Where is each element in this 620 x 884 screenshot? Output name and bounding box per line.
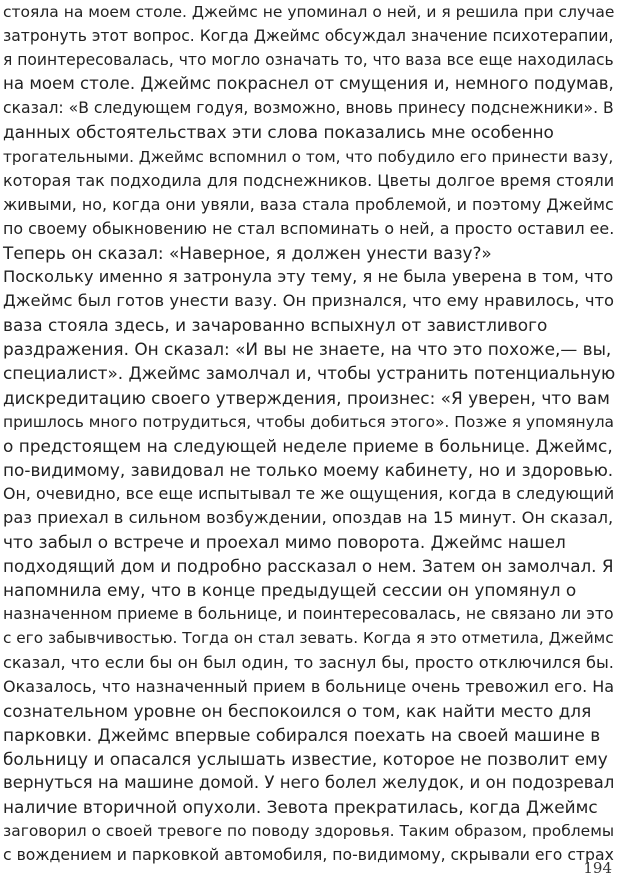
text-line: специалист». Джеймс замолчал и, чтобы устранить потенциальную: [3, 363, 616, 384]
text-line: сказал, что если бы он был один, то заснул бы, просто отключился бы.: [3, 652, 614, 672]
text-line: Теперь он сказал: «Наверное, я должен унести вазу?»: [3, 242, 492, 263]
text-line: парковки. Джеймс впервые собирался поехать на своей машине в: [3, 724, 601, 745]
text-line: напомнила ему, что в конце предыдущей сессии он упомянул о: [3, 580, 577, 601]
text-line: Оказалось, что назначенный прием в больнице очень тревожил его. На: [3, 676, 615, 696]
text-line: данных обстоятельствах эти слова показались мне особенно: [3, 122, 554, 143]
text-line: по-видимому, завидовал не только моему кабинету, но и здоровью.: [3, 459, 614, 480]
text-line: Джеймс был готов унести вазу. Он признался, что ему нравилось, что: [3, 291, 615, 311]
text-line: назначенном приеме в больнице, и поинтересовалась, не связано ли это: [3, 604, 614, 624]
text-line: наличие вторичной опухоли. Зевота прекратилась, когда Джеймс: [3, 797, 598, 818]
text-line: пришлось много потрудиться, чтобы добиться этого». Позже я упомянула: [3, 412, 615, 431]
text-line: ваза стояла здесь, и зачарованно вспыхнул от завистливого: [3, 315, 548, 336]
text-line: что забыл о встрече и проехал мимо поворота. Джеймс нашел: [3, 532, 566, 553]
text-line: сказал: «В следующем годуя, возможно, вновь принесу подснежники». В: [3, 99, 614, 118]
text-line: больницу и опасался услышать известие, которое не позволит ему: [3, 748, 608, 769]
text-line: трогательными. Джеймс вспомнил о том, что побудило его принести вазу,: [3, 147, 614, 166]
text-line: сознательном уровне он беспокоился о том, как найти место для: [3, 700, 592, 721]
text-line: затронуть этот вопрос. Когда Джеймс обсуждал значение психотерапии,: [3, 27, 614, 46]
page-number: 194: [583, 859, 612, 877]
text-line: вернуться на машине домой. У него болел желудок, и он подозревал: [3, 773, 615, 792]
body-text: [3, 0, 617, 867]
text-line: на моем столе. Джеймс покраснел от смущения и, немного подумав,: [3, 74, 614, 94]
text-line: Поскольку именно я затронула эту тему, я не была уверена в том, что: [3, 267, 614, 287]
text-line: о предстоящем на следующей неделе приеме в больнице. Джеймс,: [3, 435, 613, 456]
text-line: живыми, но, когда они увяли, ваза стала проблемой, и поэтому Джеймс: [3, 194, 614, 214]
text-line: Он, очевидно, все еще испытывал те же ощущения, когда в следующий: [3, 483, 615, 503]
text-line: раз приехал в сильном возбуждении, опоздав на 15 минут. Он сказал,: [3, 507, 614, 527]
text-line: с его забывчивостью. Тогда он стал зевать. Когда я это отметила, Джеймс: [3, 629, 614, 648]
text-line: раздражения. Он сказал: «И вы не знаете, на что это похоже,— вы,: [3, 339, 612, 360]
text-line: дискредитацию своего утверждения, произнес: «Я уверен, что вам: [3, 387, 610, 408]
text-line: подходящий дом и подробно рассказал о нем. Затем он замолчал. Я: [3, 556, 614, 577]
text-line: с вождением и парковкой автомобиля, по-видимому, скрывали его страх: [3, 845, 614, 865]
text-line: по своему обыкновению не стал вспоминать о ней, а просто оставил ее.: [3, 218, 615, 238]
text-line: стояла на моем столе. Джеймс не упоминал о ней, и я решила при случае: [3, 3, 615, 21]
text-line: я поинтересовалась, что могло означать то, что ваза все еще находилась: [3, 51, 614, 70]
text-line: которая так подходила для подснежников. Цветы долгое время стояли: [3, 170, 615, 190]
text-line: заговорил о своей тревоге по поводу здоровья. Таким образом, проблемы: [3, 822, 615, 841]
